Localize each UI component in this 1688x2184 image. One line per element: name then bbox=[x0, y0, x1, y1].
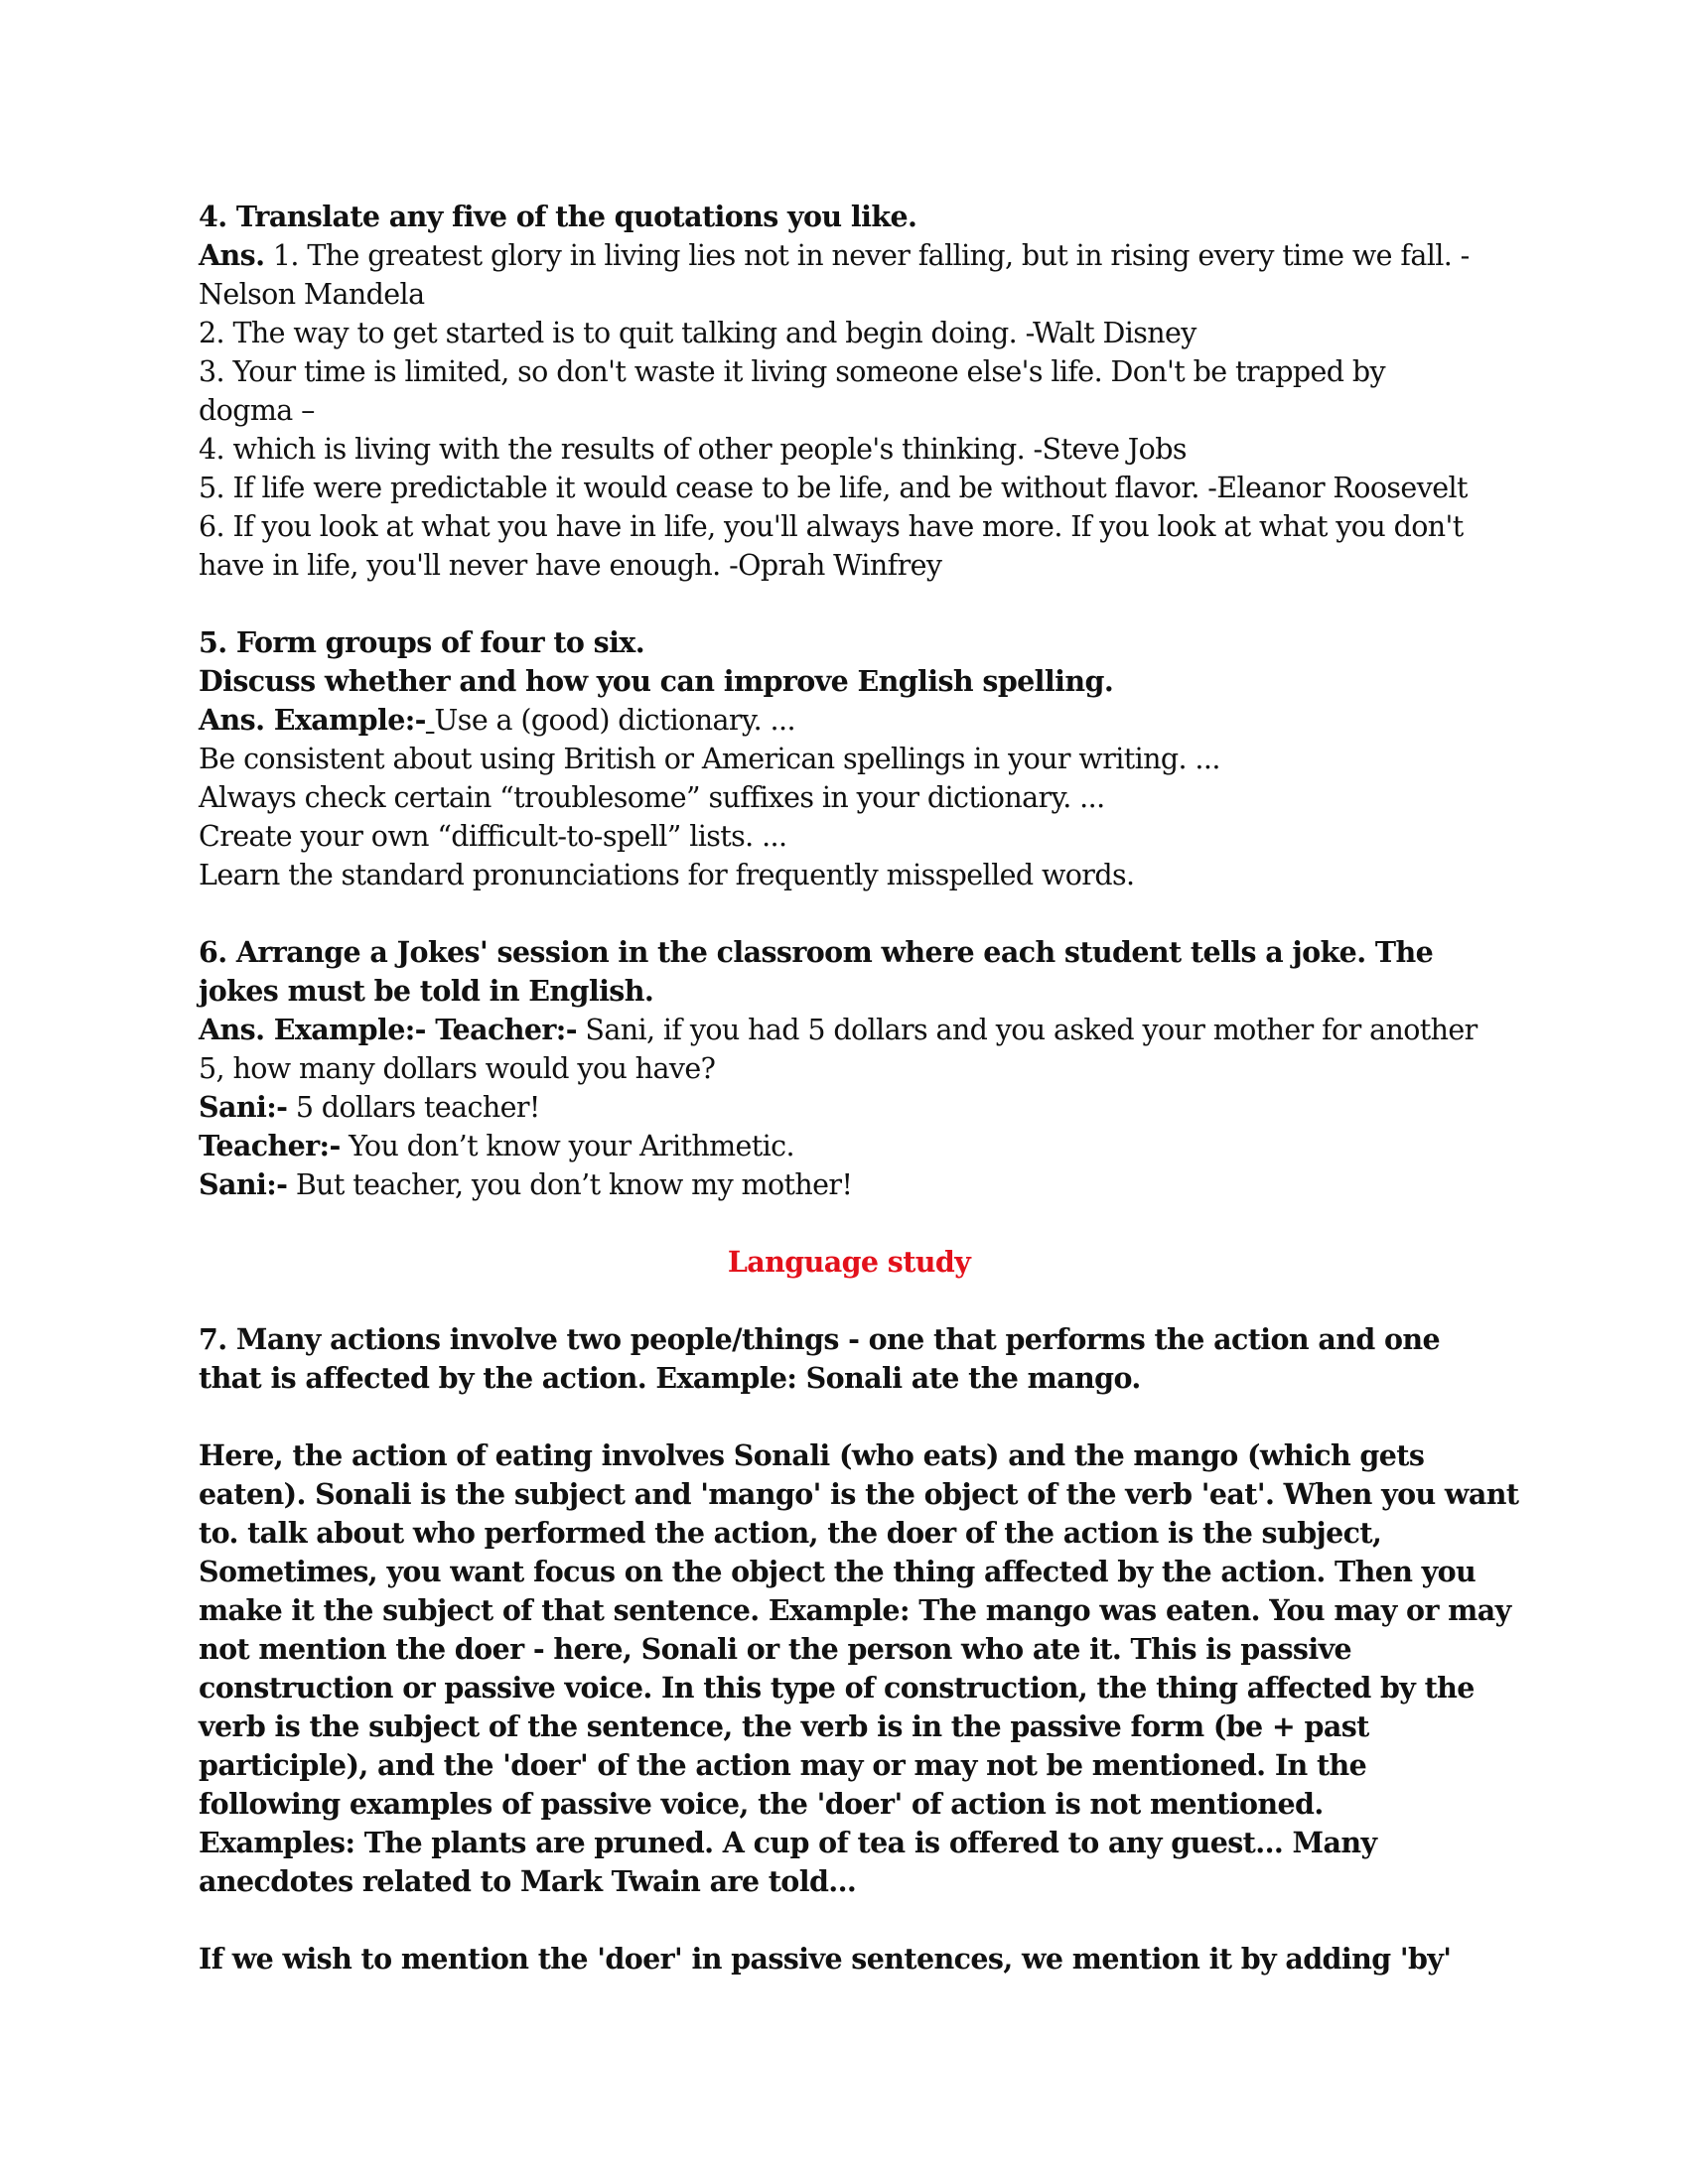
spacer bbox=[199, 1204, 1499, 1243]
speaker: Teacher:- bbox=[199, 1129, 341, 1162]
ans-label: Ans. bbox=[199, 238, 265, 272]
dialogue-line bbox=[199, 1165, 1499, 1204]
spacer bbox=[199, 1398, 1499, 1436]
q5-answer-line: Be consistent about using British or American spellings in your writing. ... bbox=[199, 743, 1220, 775]
q4-answer-line: 5. If life were predictable it would cease to be life, and be without flavor. -Eleanor Roosevelt bbox=[199, 472, 1468, 504]
dialogue-text: But teacher, you don’t know my mother! bbox=[287, 1168, 853, 1201]
q7-paragraph-line: Here, the action of eating involves Sonali (who eats) and the mango (which gets bbox=[199, 1438, 1425, 1472]
q7-paragraph-line: construction or passive voice. In this type of construction, the thing affected by the bbox=[199, 1671, 1475, 1705]
q7-line: that is affected by the action. Example: Sonali ate the mango. bbox=[199, 1361, 1141, 1395]
q5-question-1: 5. Form groups of four to six. bbox=[199, 625, 645, 659]
q5-question-2: Discuss whether and how you can improve English spelling. bbox=[199, 664, 1114, 698]
q6-question-1: 6. Arrange a Jokes' session in the classroom where each student tells a joke. The bbox=[199, 935, 1434, 969]
speaker: Sani:- bbox=[199, 1167, 288, 1201]
q7-paragraph-line: verb is the subject of the sentence, the verb is in the passive form (be + past bbox=[199, 1709, 1369, 1743]
q7-line: 7. Many actions involve two people/things - one that performs the action and one bbox=[199, 1322, 1441, 1356]
q4-answer-line: Nelson Mandela bbox=[199, 278, 425, 311]
q5-answer-line-1 bbox=[199, 701, 1499, 740]
q4-answer-line-1 bbox=[199, 236, 1499, 275]
q4-answer-line: 3. Your time is limited, so don't waste it living someone else's life. Don't be trapped by bbox=[199, 355, 1386, 388]
q7-paragraph-line: not mention the doer - here, Sonali or the person who ate it. This is passive bbox=[199, 1632, 1352, 1666]
q7-paragraph-line: Sometimes, you want focus on the object the thing affected by the action. Then you bbox=[199, 1555, 1477, 1588]
q4-answer-line: 6. If you look at what you have in life, you'll always have more. If you look at what you don't bbox=[199, 510, 1464, 543]
q4-answer-line: dogma – bbox=[199, 394, 315, 427]
q4-answer-line: 2. The way to get started is to quit talking and begin doing. -Walt Disney bbox=[199, 317, 1196, 349]
dialogue-text: 5 dollars teacher! bbox=[287, 1091, 540, 1124]
q5-answer-line: Always check certain “troublesome” suffixes in your dictionary. ... bbox=[199, 781, 1105, 814]
document-page bbox=[199, 198, 1519, 1979]
q7-paragraph-line: participle), and the 'doer' of the action may or may not be mentioned. In the bbox=[199, 1748, 1367, 1782]
dialogue-line bbox=[199, 1088, 1499, 1127]
ans-label: Ans. Example:- bbox=[199, 703, 426, 737]
spacer bbox=[199, 894, 1499, 933]
dialogue-line bbox=[199, 1127, 1499, 1165]
q5-answer-line: Learn the standard pronunciations for frequently misspelled words. bbox=[199, 859, 1135, 891]
q6-question-2: jokes must be told in English. bbox=[199, 974, 654, 1008]
spacer bbox=[199, 585, 1499, 623]
q4-answer-line: 4. which is living with the results of other people's thinking. -Steve Jobs bbox=[199, 433, 1187, 466]
q4-question: 4. Translate any five of the quotations you like. bbox=[199, 200, 917, 233]
section-heading: Language study bbox=[727, 1245, 971, 1279]
q7-paragraph-line: anecdotes related to Mark Twain are told... bbox=[199, 1864, 857, 1898]
q6-answer-line: 5, how many dollars would you have? bbox=[199, 1052, 716, 1085]
q7-paragraph-line: make it the subject of that sentence. Example: The mango was eaten. You may or may bbox=[199, 1593, 1511, 1627]
q7-last-line: If we wish to mention the 'doer' in passive sentences, we mention it by adding 'by' bbox=[199, 1942, 1452, 1976]
spacer bbox=[199, 1282, 1499, 1320]
q5-answer-line: Create your own “difficult-to-spell” lists. ... bbox=[199, 820, 787, 853]
q7-paragraph-line: Examples: The plants are pruned. A cup of tea is offered to any guest... Many bbox=[199, 1826, 1377, 1859]
q7-paragraph-line: eaten). Sonali is the subject and 'mango' is the object of the verb 'eat'. When you want bbox=[199, 1477, 1519, 1511]
speaker: Sani:- bbox=[199, 1090, 288, 1124]
answer-text: Sani, if you had 5 dollars and you asked your mother for another bbox=[576, 1014, 1477, 1046]
spacer bbox=[199, 1901, 1499, 1940]
answer-text: 1. The greatest glory in living lies not in never falling, but in rising every time we fall. - bbox=[264, 239, 1470, 272]
q4-answer-line: have in life, you'll never have enough. -Oprah Winfrey bbox=[199, 549, 942, 582]
dialogue-text: You don’t know your Arithmetic. bbox=[340, 1130, 794, 1162]
q7-paragraph-line: following examples of passive voice, the 'doer' of action is not mentioned. bbox=[199, 1787, 1324, 1821]
ans-label: Ans. Example:- Teacher:- bbox=[199, 1013, 577, 1046]
answer-text: Use a (good) dictionary. ... bbox=[434, 704, 795, 737]
q6-answer-line-1 bbox=[199, 1011, 1499, 1049]
q7-paragraph-line: to. talk about who performed the action, the doer of the action is the subject, bbox=[199, 1516, 1382, 1550]
